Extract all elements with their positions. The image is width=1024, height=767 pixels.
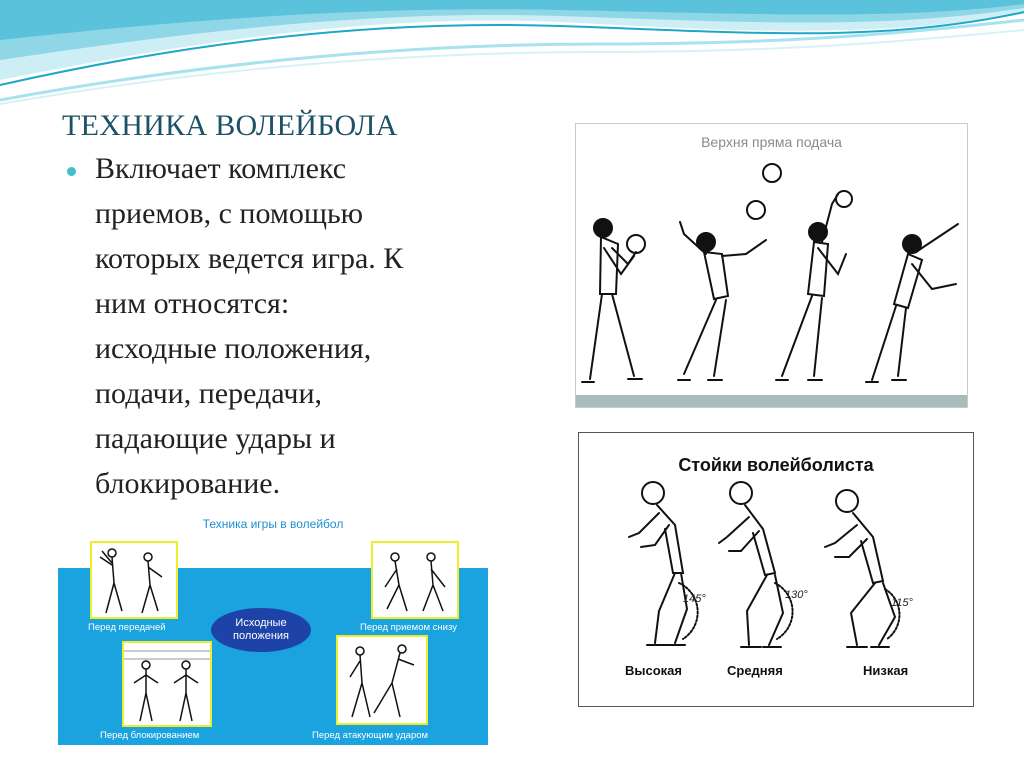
block-position-figure [122, 641, 212, 727]
bullet-icon [67, 167, 76, 176]
block-figure-icon [124, 643, 210, 725]
header-wave-decoration [0, 0, 1024, 110]
body-line: блокирование. [95, 467, 281, 500]
stance-label-medium: Средняя [727, 663, 783, 678]
serve-figures-illustration [576, 124, 969, 409]
caption-block: Перед блокированием [100, 730, 200, 741]
angle-label: 115° [891, 597, 913, 609]
angle-label: 130° [785, 589, 808, 601]
slide-title: ТЕХНИКА ВОЛЕЙБОЛА [62, 109, 398, 142]
caption-pass: Перед передачей [88, 622, 166, 633]
volleyball-technique-diagram [58, 513, 488, 745]
body-line: подачи, передачи, [95, 377, 323, 410]
body-line: приемов, с помощью [95, 197, 364, 230]
attack-figure-icon [338, 637, 426, 723]
pass-figure-icon [92, 543, 176, 617]
body-line: исходные положения, [95, 332, 372, 365]
serve-image-title: Верхня пряма подача [701, 134, 842, 150]
caption-receive: Перед приемом снизу [360, 622, 457, 633]
overhead-serve-image [575, 123, 968, 408]
body-line: ним относятся: [95, 287, 290, 320]
receive-figure-icon [373, 543, 457, 617]
volleyball-stances-image [578, 432, 974, 707]
caption-attack: Перед атакующим ударом [312, 730, 429, 741]
stance-label-high: Высокая [625, 663, 682, 678]
stance-image-title: Стойки волейболиста [678, 455, 874, 475]
serve-image-floor [576, 395, 967, 407]
technique-diagram-title: Техника игры в волейбол [202, 517, 344, 531]
center-initial-positions: Исходные положения [211, 608, 311, 652]
attack-position-figure [336, 635, 428, 725]
stance-label-low: Низкая [863, 663, 909, 678]
pass-position-figure [90, 541, 178, 619]
receive-position-figure [371, 541, 459, 619]
angle-label: 145° [683, 593, 706, 605]
body-line: падающие удары и [95, 422, 336, 455]
body-line: Включает комплекс [95, 152, 347, 185]
body-line: которых ведется игра. К [95, 242, 404, 275]
slide-body-text [95, 146, 515, 506]
